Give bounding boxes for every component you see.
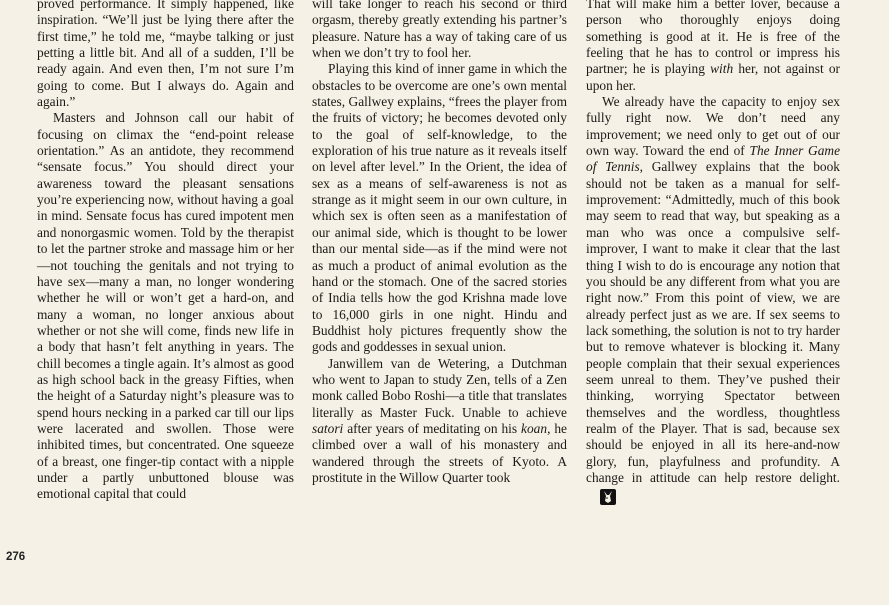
italic-text: The Inner Game of Tennis (586, 143, 841, 175)
text-column-2 (312, 0, 567, 486)
text-column-3 (586, 0, 840, 507)
paragraph (312, 0, 567, 61)
text-column-1 (37, 0, 294, 503)
text-run: Playing this kind of inner game in which the obstacles to be overcome are one’s own mental states, Gallwey explains, “frees the player from the fruits of victory; he becomes devoted only to the goal of self-knowledge, to the exploration of his true nature as it reveals itself on level after level.” In the Orient, the idea of sex as a means of self-awareness is not as strange as it might seem in our own culture, in which sex is often seen as a manifestation of our animal side, which is thought to be lower than our mental side—as if the mind were not as much a product of animal evolution as the hand or the stomach. One of the sacred stories of India tells how the god Krishna made love to 16,000 girls in one night. Hindu and Buddhist holy pictures frequently show the gods and goddesses in sexual union. (312, 61, 567, 355)
text-run: her, not against or upon her. (586, 61, 840, 93)
text-run: We already have the capacity to enjoy sex fully right now. We don’t need any improvement; we need only to get out of our own way. Toward the end of (586, 94, 840, 159)
italic-text: koan (521, 420, 548, 436)
text-run: Janwillem van de Wetering, a Dutchman who went to Japan to study Zen, tells of a Zen monk called Bobo Roshi—a title that translates literally as Master Fuck. Unable to achieve (312, 355, 567, 420)
paragraph (586, 94, 840, 507)
italic-text: with (710, 61, 734, 77)
text-run: Masters and Johnson call our habit of focusing on climax the “end-point release orientation.” As an antidote, they recommend “sensate focus.” You should direct your awareness toward the pleasant sensations you’re experiencing now, without having a goal in mind. Sensate focus has cured impotent men and nonorgasmic women. Told by the therapist to let the partner stroke and massage him or her—not touching the genitals and not trying to have sex—many a man, no longer wondering whether he will or won’t get a hard-on, and many a woman, no longer anxious about whether or not she will come, finds new life in a body that hasn’t felt anything in years. The chill becomes a tingle again. It’s almost as good as high school back in the greasy Fifties, when the height of a Saturday night’s pleasure was to spend hours necking in a parked car till our lips were lacerated and swollen. Those were inhibited times, but concentrated. One squeeze of a breast, one finger-tip contact with a nipple under a partly unbuttoned blouse was emotional capital that could (37, 110, 294, 502)
text-run: That will make him a better lover, because a person who thoroughly enjoys doing something is good at it. He is free of the feeling that he has to control or impress his partner; he is playing (586, 0, 840, 77)
text-run: , he climbed over a wall of his monastery and wandered through the streets of Kyoto. A prostitute in the Willow Quarter took (312, 420, 568, 485)
text-run: will take longer to reach his second or third orgasm, thereby greatly extending his partner’s pleasure. Nature has a way of taking care of us when we don’t try to fool her. (312, 0, 567, 61)
paragraph (312, 61, 567, 355)
rabbit-head-icon (600, 489, 616, 505)
paragraph (37, 110, 294, 502)
text-run: after years of meditating on his (343, 420, 522, 436)
page-number: 276 (6, 551, 26, 563)
paragraph (312, 356, 567, 487)
text-run: proved performance. It simply happened, like inspiration. “We’ll just be lying there after the first time,” he told me, “maybe talking or just petting a little bit. And all of a sudden, I’ll be ready again. And even then, I’m not sure I’m going to come. But I always do. Again and again.” (37, 0, 294, 110)
paragraph (37, 0, 294, 110)
text-run: , Gallwey explains that the book should not be taken as a manual for self-improvement: “Admittedly, much of this book may seem to read that way, but speaking as a man who was once a compulsive self-improver, I want to make it clear that the last thing I wish to do is encourage any notion that you should be any different from what you are right now.” From this point of view, we are already perfect just as we are. If sex seems to lack something, the solution is not to try harder but to remove whatever is blocking it. Many people complain that their sexual experiences seem unreal to them. They’ve pushed their thinking, worrying Spectator between themselves and the wordless, thoughtless realm of the Player. That is sad, because sex should be enjoyed in all its here-and-now glory, fun, playfulness and profundity. A change in attitude can help restore delight. (586, 159, 840, 485)
paragraph (586, 0, 840, 94)
italic-text: satori (312, 420, 344, 436)
